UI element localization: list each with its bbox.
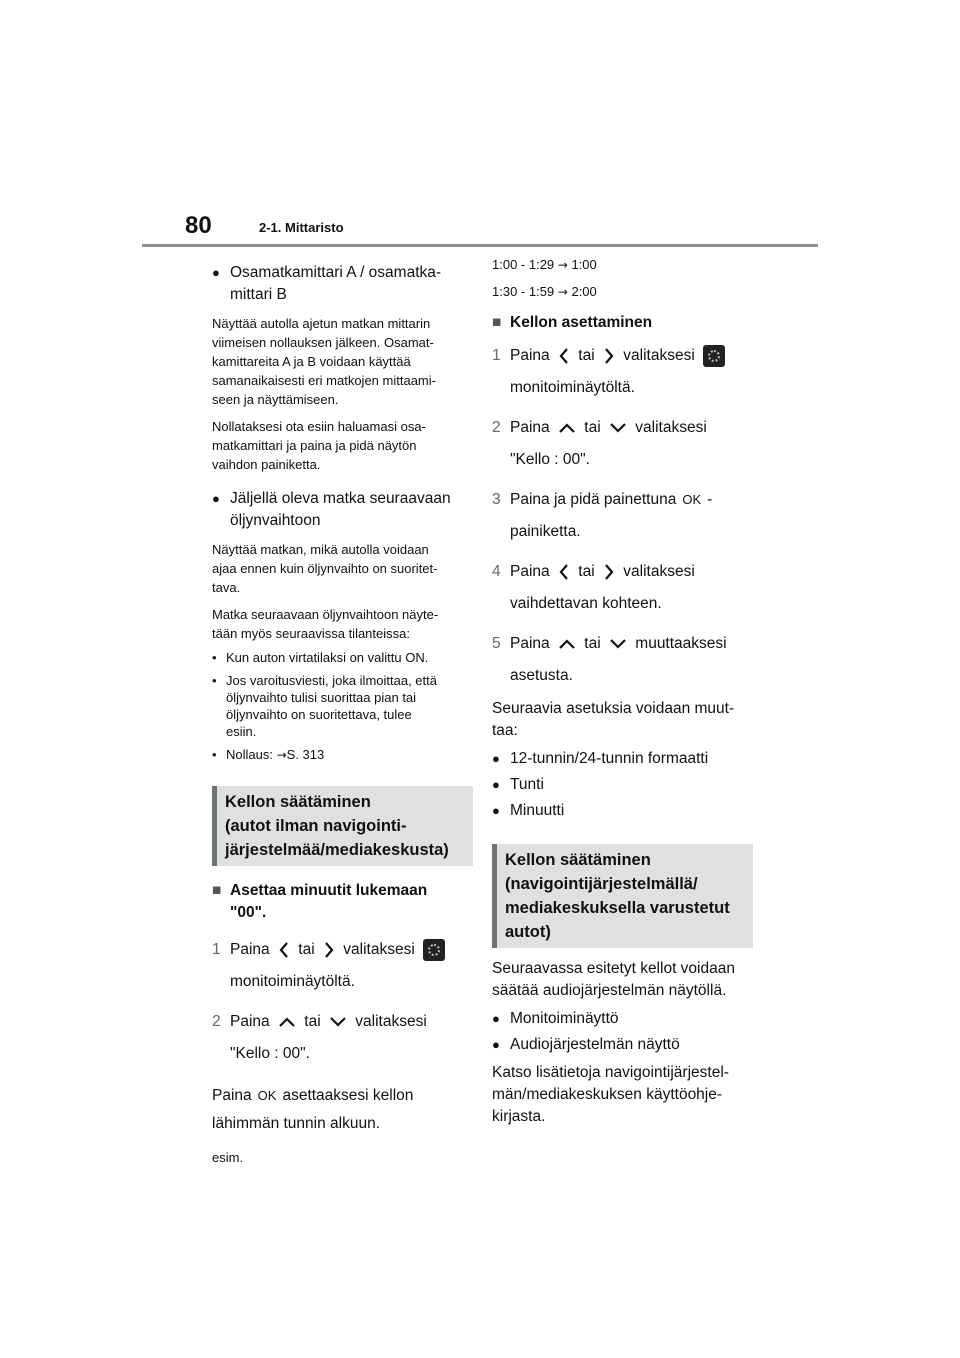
bullet-item: ● Monitoiminäyttö bbox=[492, 1010, 619, 1027]
bullet-text: Osamatkamittari A / osamatka- bbox=[230, 264, 442, 281]
chevron-right-icon bbox=[323, 941, 335, 959]
right-column bbox=[492, 248, 754, 1128]
sub-item: • Jos varoitusviesti, joka ilmoittaa, että öljynvaihto tulisi suorittaa pian tai öljynvaihto on suoritettava, tulee esiin. bbox=[212, 673, 437, 739]
example-label: esim. bbox=[212, 1150, 244, 1165]
bullet-icon: ● bbox=[212, 265, 220, 280]
step-1: 1 Paina tai valitaksesi monitoiminäytöltä. bbox=[212, 936, 474, 996]
section-box: Kellon säätäminen (navigointijärjestelmällä/ mediakeskuksella varustetut autot) bbox=[492, 844, 753, 948]
arrow-icon: → bbox=[276, 748, 287, 762]
chevron-down-icon bbox=[329, 1016, 347, 1028]
chevron-up-icon bbox=[558, 422, 576, 434]
paragraph-ok: Paina OK asettaaksesi kellon lähimmän tunnin alkuun. bbox=[212, 1087, 414, 1132]
step-4: 4 Paina tai valitaksesi vaihdettavan kohteen. bbox=[492, 563, 695, 612]
step-1: 1 Paina tai valitaksesi monitoiminäytöltä. bbox=[492, 342, 754, 402]
chapter-title: 2-1. Mittaristo bbox=[259, 220, 344, 235]
bullet-item: ● 12-tunnin/24-tunnin formaatti bbox=[492, 750, 709, 767]
bullet-text: mittari B bbox=[230, 286, 287, 303]
paragraph: Näyttää autolla ajetun matkan mittarin viimeisen nollauksen jälkeen. Osamat- kamittareita A ja B voidaan käyttää samanaikaisesti eri matkojen mittaami- seen ja näyttämiseen. bbox=[212, 316, 436, 407]
chevron-down-icon bbox=[609, 422, 627, 434]
bullet-item: ● Minuutti bbox=[492, 802, 565, 819]
chevron-right-icon bbox=[603, 347, 615, 365]
paragraph: Seuraavia asetuksia voidaan muut- taa: bbox=[492, 700, 735, 739]
paragraph: Nollataksesi ota esiin haluamasi osa- matkamittari ja paina ja pidä näytön vaihdon painiketta. bbox=[212, 419, 426, 472]
page-reference[interactable]: S. 313 bbox=[286, 747, 325, 762]
bullet-oil-change: ● Jäljellä oleva matka seuraavaan öljynvaihtoon bbox=[212, 488, 474, 532]
step-5: 5 Paina tai muuttaaksesi asetusta. bbox=[492, 635, 727, 684]
chevron-down-icon bbox=[609, 638, 627, 650]
paragraph: Katso lisätietoja navigointijärjestel- män/mediakeskuksen käyttöohje- kirjasta. bbox=[492, 1064, 729, 1125]
sub-item: • Kun auton virtatilaksi on valittu ON. bbox=[212, 650, 429, 665]
bullet-item: ● Tunti bbox=[492, 776, 544, 793]
settings-icon bbox=[703, 345, 725, 367]
section-heading: ■ Kellon asettaminen bbox=[492, 312, 754, 334]
ok-button-icon: OK bbox=[257, 1088, 277, 1103]
ok-button-icon: OK bbox=[682, 492, 702, 507]
example-line: 1:30 - 1:59 → 2:00 bbox=[492, 284, 597, 299]
sub-item-reference: • Nollaus: →S. 313 bbox=[212, 747, 325, 762]
paragraph: Seuraavassa esitetyt kellot voidaan säätää audiojärjestelmän näytöllä. bbox=[492, 960, 735, 999]
section-box: Kellon säätäminen (autot ilman navigointi- järjestelmää/mediakeskusta) bbox=[212, 786, 473, 866]
bullet-trip-meter bbox=[212, 262, 474, 306]
chevron-left-icon bbox=[278, 941, 290, 959]
chevron-right-icon bbox=[603, 563, 615, 581]
step-3: 3 Paina ja pidä painettuna OK - painiketta. bbox=[492, 491, 713, 540]
chevron-left-icon bbox=[558, 563, 570, 581]
paragraph: Matka seuraavaan öljynvaihtoon näyte- tään myös seuraavissa tilanteissa: bbox=[212, 607, 439, 641]
page-number: 80 bbox=[185, 212, 212, 239]
example-line: 1:00 - 1:29 → 1:00 bbox=[492, 257, 597, 272]
paragraph: Näyttää matkan, mikä autolla voidaan ajaa ennen kuin öljynvaihto on suoritet- tava. bbox=[212, 542, 438, 595]
chevron-left-icon bbox=[558, 347, 570, 365]
settings-icon bbox=[423, 939, 445, 961]
square-bullet-icon: ■ bbox=[212, 882, 222, 899]
square-bullet-icon: ■ bbox=[492, 314, 502, 331]
step-2: 2 Paina tai valitaksesi "Kello : 00". bbox=[492, 419, 707, 468]
arrow-icon: → bbox=[557, 285, 568, 299]
header-rule bbox=[142, 244, 818, 247]
left-column bbox=[212, 248, 474, 1167]
bullet-icon: ● bbox=[212, 491, 220, 506]
bullet-item: ● Audiojärjestelmän näyttö bbox=[492, 1036, 680, 1053]
step-2: 2 Paina tai valitaksesi "Kello : 00". bbox=[212, 1013, 427, 1062]
section-heading: ■ Asettaa minuutit lukemaan "00". bbox=[212, 880, 474, 924]
chevron-up-icon bbox=[278, 1016, 296, 1028]
arrow-icon: → bbox=[557, 258, 568, 272]
chevron-up-icon bbox=[558, 638, 576, 650]
